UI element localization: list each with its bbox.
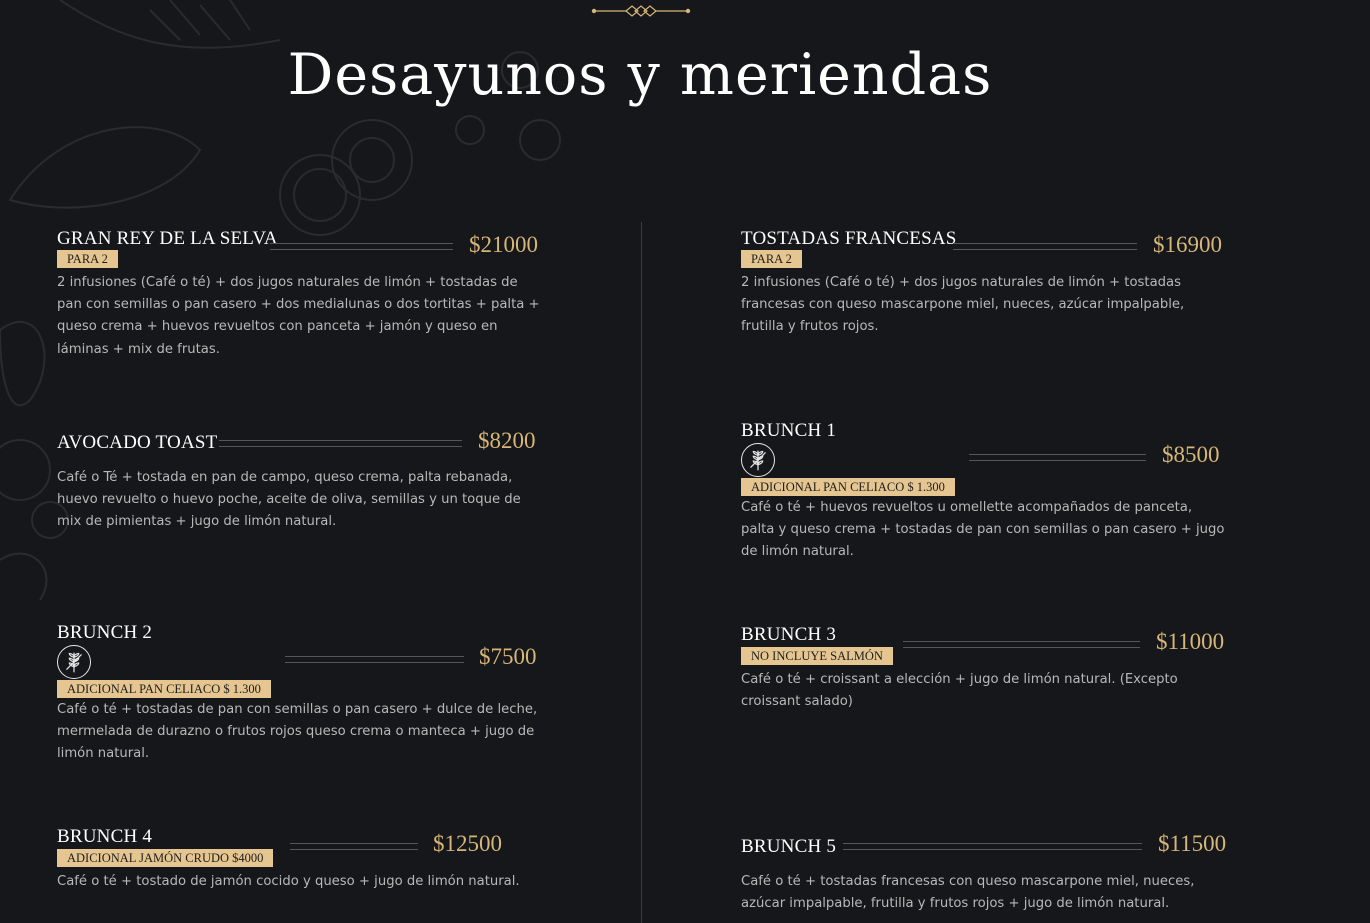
item-rule [953,243,1137,250]
menu-item-brunch-1 [741,420,1226,560]
item-description: 2 infusiones (Café o té) + dos jugos naturales de limón + tostadas francesas con queso mascarpone miel, nueces, azúcar impalpable, frutilla y frutos rojos. [741,275,1185,335]
divider-ornament [590,4,692,18]
item-tag: ADICIONAL JAMÓN CRUDO $4000 [57,849,273,867]
item-description: 2 infusiones (Café o té) + dos jugos naturales de limón + tostadas de pan con semillas o pan casero + dos medialunas o dos tortitas + palta + queso crema + huevos revueltos con panceta + jamón y queso en láminas + mix de frutas. [57,275,540,357]
item-description: Café o té + tostadas francesas con queso mascarpone miel, nueces, azúcar impalpable, frutilla y frutos rojos + jugo de limón natural. [741,874,1195,912]
item-tag: PARA 2 [741,250,802,268]
item-rule [843,843,1142,850]
item-description: Café o té + huevos revueltos u omellette acompañados de panceta, palta y queso crema + tostadas de pan con semillas o pan casero + jugo de limón natural. [741,500,1225,560]
item-rule [270,243,453,250]
page-title: Desayunos y meriendas [287,42,993,108]
menu-item-avocado-toast [57,428,542,530]
item-rule [219,440,462,447]
food-sketch-background [0,0,600,923]
item-description: Café o té + tostadas de pan con semillas o pan casero + dulce de leche, mermelada de durazno o frutos rojos queso crema o manteca + jugo de limón natural. [57,702,538,762]
menu-item-tostadas [741,228,1226,335]
menu-item-brunch-4 [57,826,542,889]
column-divider [641,222,642,923]
item-name: AVOCADO TOAST [57,432,218,453]
item-description: Café o té + croissant a elección + jugo de limón natural. (Excepto croissant salado) [741,672,1178,710]
item-name: GRAN REY DE LA SELVA [57,228,278,249]
item-price: $21000 [469,232,538,257]
item-price: $11000 [1156,629,1225,654]
item-name: BRUNCH 2 [57,622,153,643]
menu-item-gran-rey [57,228,542,357]
item-price: $11500 [1158,831,1227,856]
item-name: BRUNCH 3 [741,624,837,645]
item-description: Café o té + tostado de jamón cocido y queso + jugo de limón natural. [57,874,520,889]
item-tag: NO INCLUYE SALMÓN [741,647,893,665]
menu-item-brunch-2 [57,622,542,762]
item-name: BRUNCH 1 [741,420,837,441]
item-rule [903,641,1140,648]
item-name: TOSTADAS FRANCESAS [741,228,957,249]
item-tag: PARA 2 [57,250,118,268]
item-price: $7500 [479,644,537,669]
gluten-free-icon [741,443,775,477]
item-description: Café o Té + tostada en pan de campo, queso crema, palta rebanada, huevo revuelto o huevo poche, aceite de oliva, semillas y un toque de mix de pimientas + jugo de limón natural. [57,470,521,530]
gluten-free-icon [57,645,91,679]
item-name: BRUNCH 4 [57,826,153,847]
item-tag: ADICIONAL PAN CELIACO $ 1.300 [741,478,955,496]
item-price: $16900 [1153,232,1222,257]
item-rule [969,454,1146,461]
item-price: $8500 [1162,442,1220,467]
item-price: $12500 [433,831,502,856]
menu-item-brunch-3 [741,624,1226,710]
item-rule [290,843,418,850]
item-rule [285,656,464,663]
item-name: BRUNCH 5 [741,836,837,857]
menu-item-brunch-5 [741,831,1227,912]
item-tag: ADICIONAL PAN CELIACO $ 1.300 [57,680,271,698]
item-price: $8200 [478,428,536,453]
